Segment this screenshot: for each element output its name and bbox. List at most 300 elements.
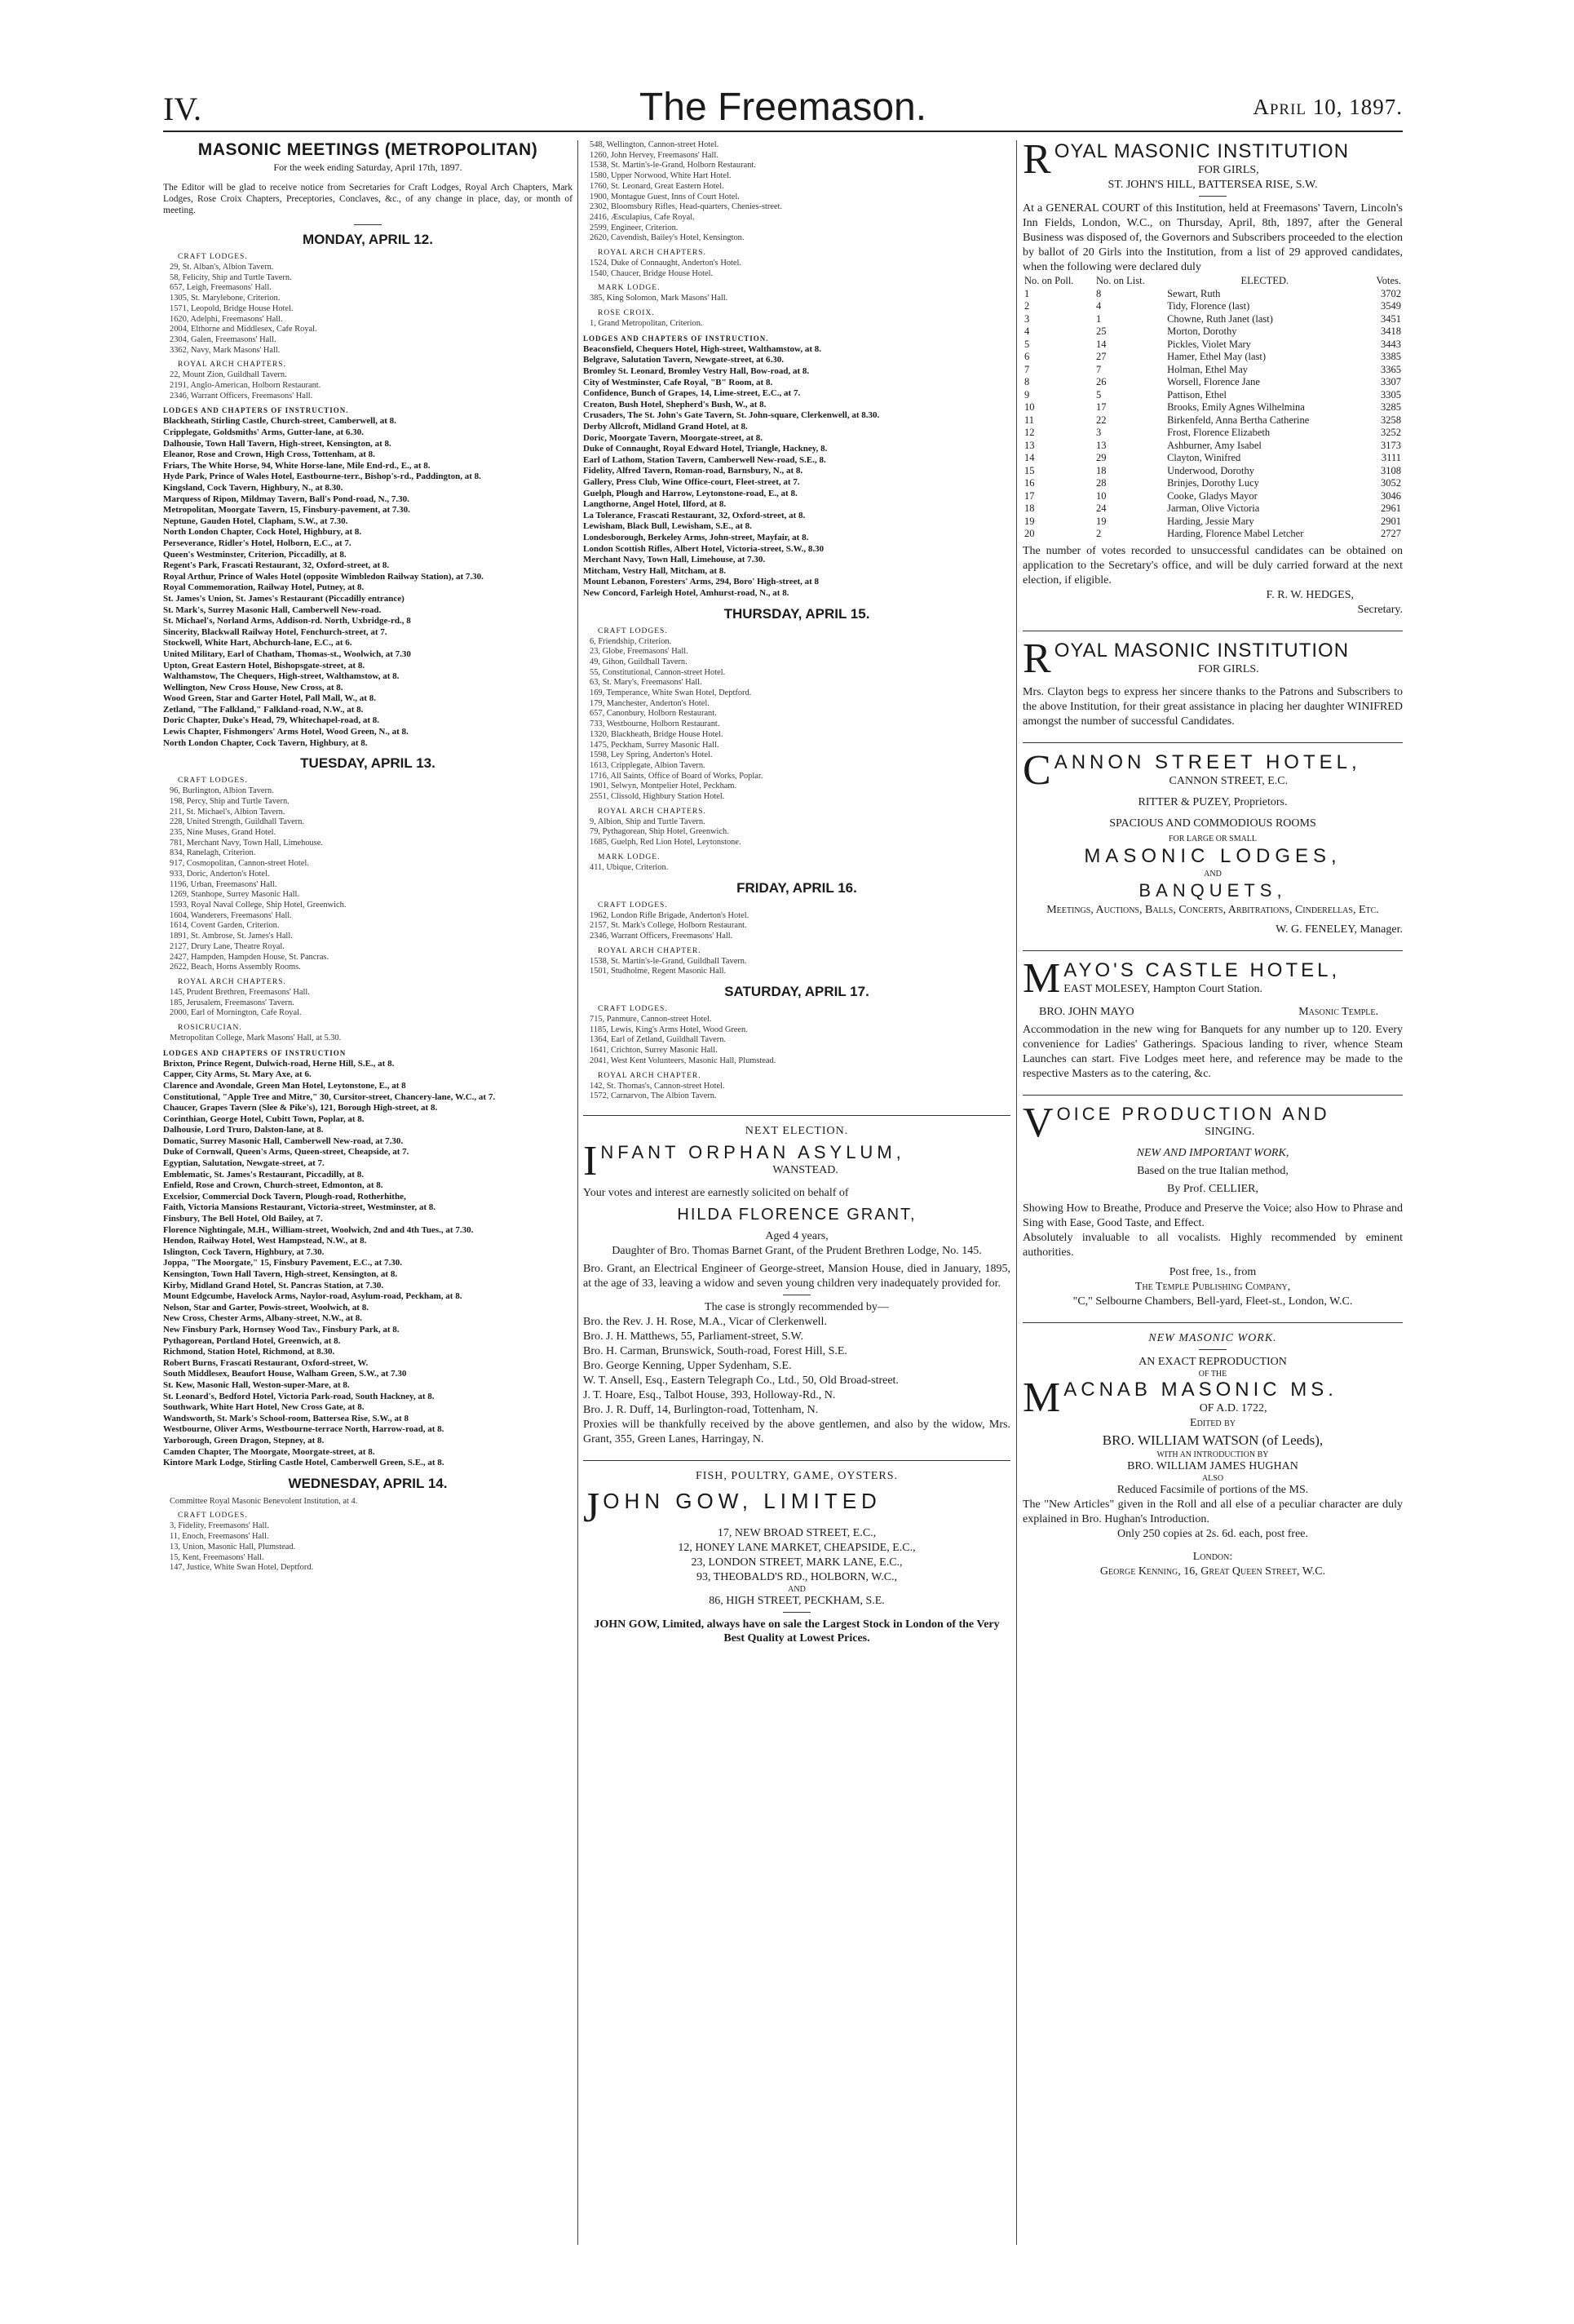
list-item: 58, Felicity, Ship and Turtle Tavern. (170, 272, 292, 282)
list-item: Robert Burns, Frascati Restaurant, Oxford-street, W. (163, 1357, 369, 1368)
list-item: 1320, Blackheath, Bridge House Hotel. (590, 729, 723, 739)
list-item: Finsbury, The Bell Hotel, Old Bailey, at 7. (163, 1214, 323, 1224)
cell-poll: 18 (1024, 502, 1035, 514)
drop-cap: V (1023, 1103, 1054, 1141)
cell-list: 5 (1096, 388, 1102, 401)
ad-title: OICE PRODUCTION AND (1056, 1103, 1330, 1124)
candidate-name: HILDA FLORENCE GRANT, (677, 1206, 917, 1224)
list-item: Wellington, New Cross House, New Cross, at 8. (163, 682, 343, 693)
section-heading: CRAFT LODGES. (598, 1005, 668, 1014)
list-item: North London Chapter, Cock Hotel, Highbury, at 8. (163, 527, 362, 538)
list-item: 1571, Leopold, Bridge House Hotel. (170, 303, 294, 313)
column-rule (583, 1460, 1010, 1461)
list-item: 1185, Lewis, King's Arms Hotel, Wood Green. (590, 1025, 748, 1034)
list-item: Egyptian, Salutation, Newgate-street, at 7. (163, 1158, 325, 1169)
cell-list: 22 (1096, 414, 1107, 426)
list-item: Beaconsfield, Chequers Hotel, High-street, Walthamstow, at 8. (583, 343, 821, 354)
cell-name: Sewart, Ruth (1167, 287, 1221, 299)
entry-list (583, 637, 1010, 803)
cell-list: 29 (1096, 452, 1107, 463)
column-rule (1023, 742, 1403, 743)
page-header (163, 82, 1403, 132)
list-item: 1364, Earl of Zetland, Guildhall Tavern. (590, 1035, 727, 1045)
col-header: No. on Poll. (1024, 275, 1074, 286)
cell-votes: 3418 (1381, 325, 1401, 337)
list-item: 6, Friendship, Criterion. (590, 636, 672, 646)
cell-poll: 3 (1024, 312, 1030, 325)
ad-line: AN EXACT REPRODUCTION (1138, 1355, 1287, 1368)
list-item: Royal Commemoration, Railway Hotel, Putney, at 8. (163, 582, 365, 593)
entry-list (163, 263, 573, 356)
ad-line: Meetings, Auctions, Balls, Concerts, Arbitrations, Cinderellas, Etc. (1046, 903, 1379, 916)
list-item: 1269, Stanhope, Surrey Masonic Hall. (170, 890, 300, 900)
entry-list (163, 988, 573, 1019)
cell-poll: 17 (1024, 489, 1035, 502)
list-item: 2346, Warrant Officers, Freemasons' Hall. (170, 391, 313, 401)
entry-list (583, 1082, 1010, 1102)
cell-votes: 3365 (1381, 363, 1401, 375)
ad-paragraph: Bro. Grant, an Electrical Engineer of George-street, Mansion House, died in January, 1895, at the age of 33, leaving a widow and seven young children very inadequately provided for. (583, 1263, 1010, 1290)
list-item: 933, Doric, Anderton's Hotel. (170, 869, 270, 879)
list-item: Richmond, Station Hotel, Richmond, at 8.30. (163, 1347, 335, 1357)
cell-poll: 11 (1024, 414, 1035, 426)
address-line: 86, HIGH STREET, PECKHAM, S.E. (709, 1595, 885, 1607)
cell-name: Harding, Jessie Mary (1167, 515, 1254, 527)
list-item: Corinthian, George Hotel, Cubitt Town, Poplar, at 8. (163, 1113, 365, 1124)
list-item: Earl of Lathom, Station Tavern, Camberwell New-road, S.E., 8. (583, 454, 826, 465)
list-item: 96, Burlington, Albion Tavern. (170, 786, 274, 796)
cell-name: Underwood, Dorothy (1167, 464, 1255, 476)
list-item: 1540, Chaucer, Bridge House Hotel. (590, 268, 714, 278)
list-item: Constitutional, "Apple Tree and Mitre," 30, Cursitor-street, Chancery-lane, W.C., at 7. (163, 1091, 496, 1102)
cell-poll: 13 (1024, 439, 1035, 451)
references-list (583, 1315, 1010, 1418)
list-item: Gallery, Press Club, Wine Office-court, Fleet-street, at 7. (583, 476, 800, 487)
entry-list (583, 140, 1010, 244)
list-item: 1604, Wanderers, Freemasons' Hall. (170, 910, 292, 920)
list-item: 79, Pythagorean, Ship Hotel, Greenwich. (590, 827, 729, 837)
list-item: 2304, Galen, Freemasons' Hall. (170, 334, 276, 344)
cell-name: Cooke, Gladys Mayor (1167, 489, 1258, 502)
list-item: Creaton, Bush Hotel, Shepherd's Bush, W., at 8. (583, 399, 767, 409)
table-row (1023, 288, 1403, 301)
entry-list (163, 1521, 573, 1574)
fish-heading: FISH, POULTRY, GAME, OYSTERS. (696, 1470, 898, 1482)
col-header: No. on List. (1096, 275, 1145, 286)
infant-orphan-asylum-title (583, 1142, 1010, 1180)
cell-list: 1 (1096, 312, 1102, 325)
section-heading: ROSICRUCIAN. (178, 1024, 242, 1033)
list-item: 657, Leigh, Freemasons' Hall. (170, 283, 272, 293)
list-item: Duke of Connaught, Royal Edward Hotel, Triangle, Hackney, 8. (583, 444, 828, 454)
cell-votes: 3111 (1381, 452, 1401, 463)
manager: W. G. FENELEY, Manager. (1276, 923, 1403, 936)
list-item: Sincerity, Blackwall Railway Hotel, Fenchurch-street, at 7. (163, 626, 387, 637)
list-item: 733, Westbourne, Holborn Restaurant. (590, 719, 720, 729)
list-item: St. James's Union, St. James's Restaurant (Piccadilly entrance) (163, 593, 405, 604)
list-item: 2622, Beach, Horns Assembly Rooms. (170, 963, 301, 972)
ad-title: AYO'S CASTLE HOTEL, (1063, 958, 1341, 981)
voice-production-title (1023, 1104, 1403, 1141)
cannon-street-title (1023, 751, 1403, 789)
ad-paragraph: JOHN GOW, Limited, always have on sale the Largest Stock in London of the Very Best Quality at Lowest Prices. (594, 1618, 1000, 1645)
committee-entry: Committee Royal Masonic Benevolent Institution, at 4. (170, 1496, 358, 1506)
list-item: Capper, City Arms, St. Mary Axe, at 6. (163, 1069, 312, 1080)
next-election-heading: NEXT ELECTION. (745, 1125, 849, 1137)
day-heading-friday: FRIDAY, APRIL 16. (736, 879, 857, 896)
list-item: 228, United Strength, Guildhall Tavern. (170, 817, 305, 827)
table-row (1023, 351, 1403, 364)
table-row (1023, 502, 1403, 516)
list-item: 147, Justice, White Swan Hotel, Deptford. (170, 1563, 314, 1573)
ad-line: The Temple Publishing Company, (1134, 1280, 1291, 1293)
list-item: New Cross, Chester Arms, Albany-street, N.W., at 8. (163, 1313, 363, 1324)
list-item: Kingsland, Cock Tavern, Highbury, N., at 8.30. (163, 483, 343, 493)
section-heading: MARK LODGE. (598, 284, 661, 293)
cell-name: Holman, Ethel May (1167, 363, 1249, 375)
drop-cap: M (1023, 958, 1061, 997)
cell-name: Ashburner, Amy Isabel (1167, 439, 1262, 451)
cell-list: 19 (1096, 515, 1107, 527)
list-item: 2000, Earl of Mornington, Cafe Royal. (170, 1008, 302, 1018)
signature-title: Secretary. (1357, 603, 1403, 616)
list-item: Brixton, Prince Regent, Dulwich-road, Herne Hill, S.E., at 8. (163, 1058, 395, 1069)
signature: F. R. W. HEDGES, (1266, 588, 1354, 601)
list-item: Doric Chapter, Duke's Head, 79, Whitechapel-road, at 8. (163, 715, 380, 726)
list-item: 179, Manchester, Anderton's Hotel. (590, 698, 710, 708)
table-row (1023, 376, 1403, 389)
cell-poll: 20 (1024, 528, 1035, 539)
ad-subtitle: CANNON STREET, E.C. (1169, 774, 1289, 787)
list-item: Upton, Great Eastern Hotel, Bishopsgate-street, at 8. (163, 660, 365, 671)
list-item: 169, Temperance, White Swan Hotel, Deptford. (590, 688, 752, 698)
list-item: Yarborough, Green Dragon, Stepney, at 8. (163, 1435, 325, 1445)
list-item: Kensington, Town Hall Tavern, High-street, Kensington, at 8. (163, 1269, 398, 1279)
ad-line: Edited by (1190, 1416, 1236, 1429)
list-item: Domatic, Surrey Masonic Hall, Camberwell New-road, at 7.30. (163, 1135, 404, 1146)
cell-poll: 7 (1024, 363, 1030, 375)
cell-name: Harding, Florence Mabel Letcher (1167, 528, 1304, 539)
cell-votes: 3451 (1381, 312, 1401, 325)
list-item: Faith, Victoria Mansions Restaurant, Victoria-street, Westminster, at 8. (163, 1202, 436, 1213)
list-item: 1900, Montague Guest, Inns of Court Hotel. (590, 192, 740, 201)
section-heading: CRAFT LODGES. (598, 901, 668, 910)
cell-name: Clayton, Winifred (1167, 452, 1241, 463)
list-item: Hyde Park, Prince of Wales Hotel, Eastbourne-terr., Bishop's-rd., Paddington, at 8. (163, 471, 481, 482)
meetings-title: MASONIC MEETINGS (METROPOLITAN) (197, 140, 538, 159)
list-item: Dalhousie, Lord Truro, Dalston-lane, at 8. (163, 1125, 324, 1135)
cell-votes: 3307 (1381, 376, 1401, 387)
section-heading: ROYAL ARCH CHAPTERS. (178, 361, 286, 370)
section-heading: LODGES AND CHAPTERS OF INSTRUCTION (163, 1048, 347, 1057)
cell-name: Pattison, Ethel (1167, 388, 1227, 401)
list-item: 2191, Anglo-American, Holborn Restaurant. (170, 381, 321, 391)
list-item: 2599, Engineer, Criterion. (590, 223, 679, 232)
list-item: 1196, Urban, Freemasons' Hall. (170, 879, 277, 889)
list-item: Bromley St. Leonard, Bromley Vestry Hall, Bow-road, at 8. (583, 366, 810, 377)
ad-line: London: (1192, 1550, 1233, 1563)
list-item: 2551, Clissold, Highbury Station Hotel. (590, 792, 725, 802)
cell-poll: 1 (1024, 287, 1030, 299)
list-item: Bro. H. Carman, Brunswick, South-road, Forest Hill, S.E. (583, 1345, 847, 1357)
column-meetings-continued (583, 140, 1010, 2294)
table-row (1023, 490, 1403, 503)
cell-list: 4 (1096, 300, 1102, 312)
col-header: ELECTED. (1240, 275, 1289, 286)
list-item: St. Kew, Masonic Hall, Weston-super-Mare, at 8. (163, 1379, 350, 1390)
list-item: 2346, Warrant Officers, Freemasons' Hall. (590, 931, 733, 941)
cell-poll: 2 (1024, 300, 1030, 312)
list-item: Duke of Cornwall, Queen's Arms, Queen-street, Cheapside, at 7. (163, 1147, 409, 1158)
cell-name: Brooks, Emily Agnes Wilhelmina (1167, 401, 1305, 413)
cell-poll: 9 (1024, 388, 1030, 401)
ad-line: BRO. WILLIAM JAMES HUGHAN (1127, 1459, 1298, 1472)
table-row (1023, 313, 1403, 326)
editor-notice: The Editor will be glad to receive notice from Secretaries for Craft Lodges, Royal Arch Chapters, Mark Lodges, Rose Croix Chapters, Preceptories, Conclaves, &c., of any change in place, day, or month of meeting. (163, 183, 573, 215)
list-item: 3, Fidelity, Freemasons' Hall. (170, 1521, 269, 1531)
list-item: Enfield, Rose and Crown, Church-street, Edmonton, at 8. (163, 1180, 383, 1191)
list-item: Confidence, Bunch of Grapes, 14, Lime-street, E.C., at 7. (583, 388, 801, 399)
cell-votes: 3385 (1381, 351, 1401, 362)
drop-cap: C (1023, 750, 1051, 789)
list-item: Metropolitan, Moorgate Tavern, 15, Finsbury-pavement, at 7.30. (163, 505, 410, 516)
cell-poll: 16 (1024, 477, 1035, 489)
list-item: Excelsior, Commercial Dock Tavern, Plough-road, Rotherhithe, (163, 1191, 406, 1202)
temple-label: Masonic Temple. (1298, 1005, 1378, 1018)
ad-subtitle: FOR GIRLS. (1198, 662, 1259, 675)
ad-paragraph: Accommodation in the new wing for Banquets for any number up to 120. Every convenience for Ladies' Gatherings. Spacious landing to river, whence Steam Launches can start. Five Lodges meet here, and reference may be made to the respective Masters as to the catering, &c. (1023, 1023, 1403, 1080)
ad-title: OYAL MASONIC INSTITUTION (1054, 639, 1350, 662)
list-item: Lewis Chapter, Fishmongers' Arms Hotel, Wood Green, N., at 8. (163, 727, 409, 737)
cell-name: Pickles, Violet Mary (1167, 338, 1251, 350)
ad-line: NEW AND IMPORTANT WORK, (1136, 1146, 1289, 1159)
entry-list (583, 259, 1010, 279)
cell-votes: 2961 (1381, 502, 1401, 514)
cell-name: Morton, Dorothy (1167, 325, 1237, 337)
list-item: Eleanor, Rose and Crown, High Cross, Tottenham, at 8. (163, 449, 375, 460)
cell-name: Frost, Florence Elizabeth (1167, 427, 1271, 438)
list-item: Clarence and Avondale, Green Man Hotel, Leytonstone, E., at 8 (163, 1080, 406, 1091)
entry-list (583, 319, 1010, 330)
cell-votes: 3052 (1381, 477, 1401, 489)
list-item: 23, Globe, Freemasons' Hall. (590, 647, 688, 657)
entry-list (163, 1059, 573, 1469)
list-item: Wandsworth, St. Mark's School-room, Battersea Rise, S.W., at 8 (163, 1413, 409, 1423)
list-item: Hendon, Railway Hotel, West Hampstead, N.W., at 8. (163, 1236, 367, 1246)
table-row (1023, 389, 1403, 402)
column-divider (1016, 140, 1017, 2245)
new-work-heading: NEW MASONIC WORK. (1148, 1331, 1277, 1344)
cell-name: Chowne, Ruth Janet (last) (1167, 312, 1273, 325)
list-item: 55, Constitutional, Cannon-street Hotel. (590, 667, 726, 677)
ad-address: ST. JOHN'S HILL, BATTERSEA RISE, S.W. (1108, 179, 1318, 191)
list-item: Mount Edgcumbe, Havelock Arms, Naylor-road, Asylum-road, Peckham, at 8. (163, 1291, 462, 1302)
cell-name: Jarman, Olive Victoria (1167, 502, 1260, 514)
table-row (1023, 427, 1403, 440)
cell-poll: 15 (1024, 464, 1035, 476)
rmi2-title (1023, 640, 1403, 677)
table-row (1023, 440, 1403, 453)
list-item: 2302, Bloomsbury Rifles, Head-quarters, Chenies-street. (590, 202, 783, 212)
day-heading-monday: MONDAY, APRIL 12. (303, 232, 433, 247)
entry-list (163, 416, 573, 749)
list-item: 1538, St. Martin's-le-Grand, Guildhall Tavern. (590, 956, 747, 966)
list-item: 1901, Selwyn, Montpelier Hotel, Peckham. (590, 781, 737, 791)
list-item: 1593, Royal Naval College, Ship Hotel, Greenwich. (170, 900, 347, 910)
day-heading-tuesday: TUESDAY, APRIL 13. (300, 755, 436, 772)
section-heading: CRAFT LODGES. (178, 253, 248, 261)
list-item: 1641, Crichton, Surrey Masonic Hall. (590, 1046, 718, 1056)
entry-list (583, 1015, 1010, 1067)
ad-title: ANNON STREET HOTEL, (1054, 750, 1361, 773)
ad-paragraph: The number of votes recorded to unsuccessful candidates can be obtained on application to the Secretary's office, and will be duly carried forward at the next election, if eligible. (1023, 544, 1403, 587)
ad-line: SPACIOUS AND COMMODIOUS ROOMS (1109, 817, 1316, 830)
cell-list: 8 (1096, 287, 1102, 299)
list-item: St. Leonard's, Bedford Hotel, Victoria Park-road, South Hackney, at 8. (163, 1391, 435, 1401)
cell-list: 3 (1096, 427, 1102, 438)
list-item: 1305, St. Marylebone, Criterion. (170, 294, 281, 303)
cell-votes: 3173 (1381, 439, 1401, 451)
list-item: Bro. J. H. Matthews, 55, Parliament-street, S.W. (583, 1330, 804, 1343)
list-item: Islington, Cock Tavern, Highbury, at 7.30. (163, 1246, 325, 1257)
list-item: 781, Merchant Navy, Town Hall, Limehouse. (170, 838, 323, 848)
list-item: La Tolerance, Frascati Restaurant, 32, Oxford-street, at 8. (583, 510, 806, 520)
entry-list (583, 911, 1010, 942)
list-item: Dalhousie, Town Hall Tavern, High-street, Kensington, at 8. (163, 438, 391, 449)
list-item: Mount Lebanon, Foresters' Arms, 294, Boro' High-street, at 8 (583, 577, 820, 587)
drop-cap: M (1023, 1378, 1061, 1416)
list-item: Marquess of Ripon, Mildmay Tavern, Ball's Pond-road, N., 7.30. (163, 494, 409, 504)
table-row (1023, 325, 1403, 339)
list-item: Southwark, White Hart Hotel, New Cross Gate, at 8. (163, 1402, 365, 1413)
section-heading: CRAFT LODGES. (178, 777, 248, 786)
ad-line: Reduced Facsimile of portions of the MS. (1116, 1483, 1309, 1496)
list-item: 12, HONEY LANE MARKET, CHEAPSIDE, E.C., (678, 1542, 916, 1554)
list-item: Metropolitan College, Mark Masons' Hall, at 5.30. (170, 1034, 342, 1043)
ad-line: Based on the true Italian method, (1137, 1164, 1289, 1177)
ad-line: Only 250 copies at 2s. 6d. each, post free. (1116, 1527, 1309, 1540)
cell-list: 26 (1096, 376, 1107, 387)
list-item: City of Westminster, Cafe Royal, "B" Room, at 8. (583, 377, 773, 387)
section-heading: MARK LODGE. (598, 852, 661, 861)
list-item: Crusaders, The St. John's Gate Tavern, St. John-square, Clerkenwell, at 8.30. (583, 410, 880, 421)
list-item: 834, Ranelagh, Criterion. (170, 848, 256, 858)
list-item: Nelson, Star and Garter, Powis-street, Woolwich, at 8. (163, 1302, 369, 1313)
proprietors: RITTER & PUZEY, Proprietors. (1138, 795, 1288, 808)
and-label: AND (1204, 869, 1222, 879)
ad-subtitle: FOR GIRLS, (1198, 164, 1259, 176)
list-item: 1475, Peckham, Surrey Masonic Hall. (590, 740, 719, 750)
table-row (1023, 401, 1403, 414)
section-heading: CRAFT LODGES. (598, 626, 668, 635)
macnab-title (1023, 1379, 1403, 1416)
entry-list (583, 294, 1010, 304)
rmi-title (1023, 140, 1403, 178)
cell-poll: 10 (1024, 401, 1035, 413)
list-item: Guelph, Plough and Harrow, Leytonstone-road, E., at 8. (583, 488, 798, 498)
list-item: 1716, All Saints, Office of Board of Works, Poplar. (590, 771, 763, 781)
ad-line-large: BANQUETS, (1138, 879, 1287, 901)
ad-title: OYAL MASONIC INSTITUTION (1054, 140, 1350, 162)
ad-line: By Prof. CELLIER, (1167, 1182, 1258, 1195)
list-item: 63, St. Mary's, Freemasons' Hall. (590, 678, 702, 688)
ad-paragraph: Proxies will be thankfully received by the above gentlemen, and also by the widow, Mrs. Grant, 355, Green Lanes, Harringay, N. (583, 1419, 1010, 1445)
cell-votes: 3108 (1381, 464, 1401, 476)
list-item: 2416, Æsculapius, Cafe Royal. (590, 212, 695, 222)
table-row (1023, 528, 1403, 541)
entry-list (583, 957, 1010, 977)
ad-title: ACNAB MASONIC MS. (1063, 1378, 1337, 1401)
cell-votes: 2901 (1381, 515, 1401, 527)
cell-votes: 2727 (1381, 528, 1401, 539)
cell-poll: 5 (1024, 338, 1030, 350)
cell-poll: 6 (1024, 351, 1030, 362)
list-item: 11, Enoch, Freemasons' Hall. (170, 1532, 269, 1542)
cell-list: 25 (1096, 325, 1107, 337)
section-heading: ROYAL ARCH CHAPTER. (598, 1071, 701, 1080)
table-row (1023, 339, 1403, 352)
list-item: 235, Nine Muses, Grand Hotel. (170, 828, 276, 838)
list-item: 1760, St. Leonard, Great Eastern Hotel. (590, 181, 724, 191)
cell-votes: 3549 (1381, 300, 1401, 312)
list-item: 385, King Solomon, Mark Masons' Hall. (590, 294, 728, 303)
list-item: 2041, West Kent Volunteers, Masonic Hall, Plumstead. (590, 1056, 776, 1065)
ad-paragraph: Absolutely invaluable to all vocalists. Highly recommended by eminent authorities. (1023, 1231, 1403, 1259)
list-item: 2157, St. Mark's College, Holborn Restaurant. (590, 921, 747, 931)
day-heading-wednesday: WEDNESDAY, APRIL 14. (288, 1475, 448, 1491)
section-heading: ROYAL ARCH CHAPTERS. (598, 807, 706, 816)
cell-votes: 3443 (1381, 338, 1401, 350)
list-item: 1524, Duke of Connaught, Anderton's Hotel. (590, 259, 741, 268)
list-item: 1620, Adelphi, Freemasons' Hall. (170, 314, 283, 324)
day-heading-saturday: SATURDAY, APRIL 17. (724, 984, 869, 1000)
ad-line: "C," Selbourne Chambers, Bell-yard, Fleet-st., London, W.C. (1072, 1295, 1353, 1308)
list-item: 142, St. Thomas's, Cannon-street Hotel. (590, 1081, 725, 1091)
election-results-body (1023, 288, 1403, 541)
cell-poll: 4 (1024, 325, 1030, 337)
ad-line: ALSO (1201, 1473, 1224, 1483)
list-item: 1891, St. Ambrose, St. James's Hall. (170, 932, 293, 941)
cell-poll: 19 (1024, 515, 1035, 527)
ad-title: OHN GOW, LIMITED (603, 1489, 882, 1513)
list-item: 49, Gihon, Guildhall Tavern. (590, 657, 688, 666)
mayos-castle-title (1023, 959, 1403, 997)
cell-list: 7 (1096, 363, 1102, 375)
drop-cap: I (583, 1142, 598, 1180)
page-number: IV. (163, 91, 202, 127)
editor-name: BRO. WILLIAM WATSON (of Leeds), (1102, 1432, 1324, 1448)
cell-votes: 3702 (1381, 287, 1401, 299)
day-heading-thursday: THURSDAY, APRIL 15. (723, 605, 870, 622)
list-item: Stockwell, White Hart, Abchurch-lane, E.C., at 6. (163, 638, 352, 649)
list-item: New Concord, Farleigh Hotel, Amhurst-road, N., at 8. (583, 587, 789, 598)
ad-line: FOR LARGE OR SMALL (1168, 834, 1258, 843)
list-item: Cripplegate, Goldsmiths' Arms, Gutter-lane, at 6.30. (163, 427, 364, 438)
list-item: Merchant Navy, Town Hall, Limehouse, at 7.30. (583, 555, 766, 565)
cell-list: 18 (1096, 464, 1107, 476)
list-item: Perseverance, Ridler's Hotel, Holborn, E.C., at 7. (163, 538, 351, 548)
list-item: Zetland, "The Falkland," Falkland-road, N.W., at 8. (163, 704, 364, 715)
list-item: 17, NEW BROAD STREET, E.C., (717, 1527, 877, 1539)
ad-paragraph: The case is strongly recommended by— (705, 1301, 889, 1313)
list-item: 22, Mount Zion, Guildhall Tavern. (170, 370, 287, 380)
candidate-parent: Daughter of Bro. Thomas Barnet Grant, of the Prudent Brethren Lodge, No. 145. (612, 1245, 982, 1257)
col-header: Votes. (1376, 275, 1401, 286)
list-item: 1613, Cripplegate, Albion Tavern. (590, 760, 705, 770)
ad-subtitle: WANSTEAD. (772, 1164, 838, 1176)
list-item: Friars, The White Horse, 94, White Horse-lane, Mile End-rd., E., at 8. (163, 460, 431, 471)
ad-line: OF THE (1198, 1369, 1227, 1379)
